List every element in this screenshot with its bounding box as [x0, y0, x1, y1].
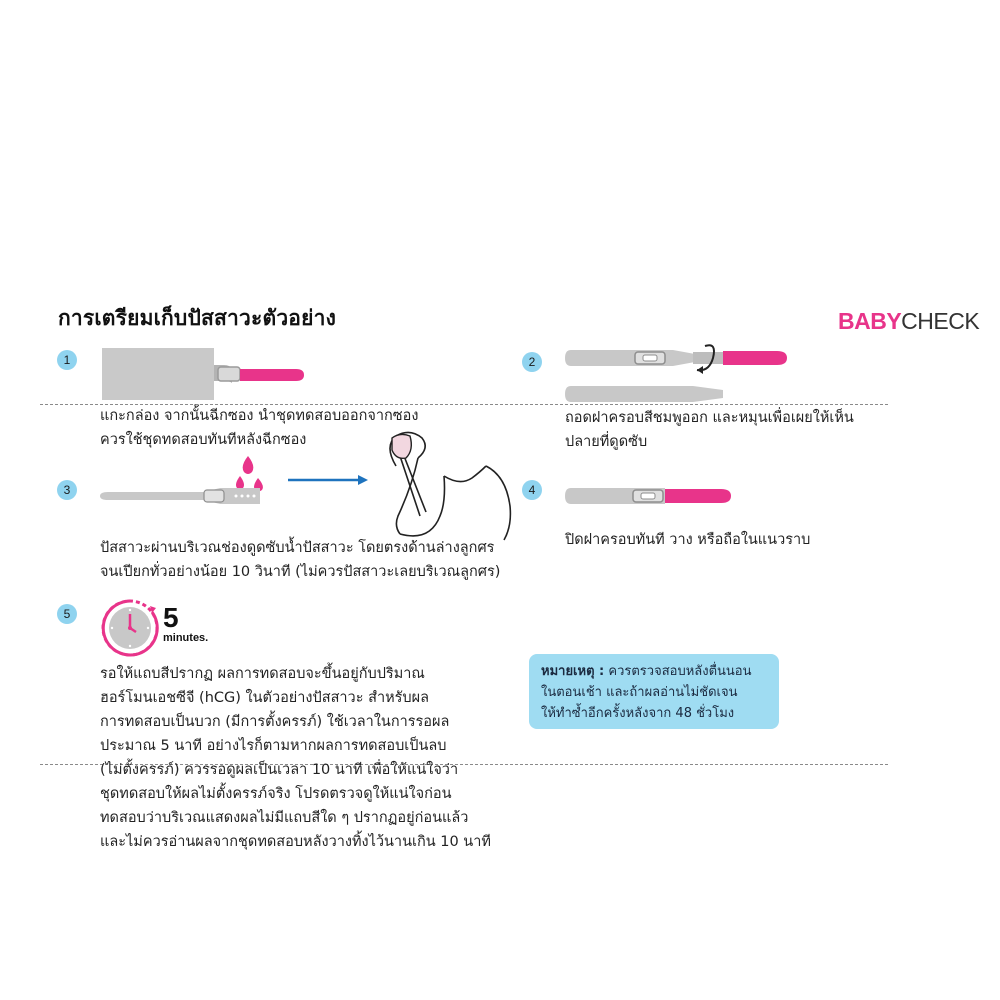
note-text-3: ให้ทำซ้ำอีกครั้งหลังจาก 48 ชั่วโมง — [541, 706, 735, 721]
pink-cap-icon — [665, 489, 731, 503]
note-text-2: ในตอนเช้า และถ้าผลอ่านไม่ชัดเจน — [541, 685, 738, 700]
step-5-line: ชุดทดสอบให้ผลไม่ตั้งครรภ์จริง โปรดตรวจดูให้แน่ใจก่อน — [100, 786, 452, 802]
step-2-line: ปลายที่ดูดซับ — [565, 434, 648, 450]
step-1-text — [100, 404, 418, 452]
step-5-line: (ไม่ตั้งครรภ์) ควรรอดูผลเป็นเวลา 10 นาที เพื่อให้แน่ใจว่า — [100, 762, 459, 778]
step-5-line: ฮอร์โมนเอชซีจี (hCG) ในตัวอย่างปัสสาวะ สำหรับผล — [100, 690, 430, 706]
note-box — [529, 654, 779, 729]
step-3-line: ปัสสาวะผ่านบริเวณช่องดูดซับน้ำปัสสาวะ โดยตรงด้านล่างลูกศร — [100, 540, 495, 556]
timer-value: 5 — [163, 602, 179, 633]
step-4-text — [565, 528, 810, 552]
step-3-line: จนเปียกทั่วอย่างน้อย 10 วินาที (ไม่ควรปัสสาวะเลยบริเวณลูกศร) — [100, 564, 501, 580]
step-5-badge: 5 — [57, 604, 77, 624]
brand-logo — [838, 308, 979, 335]
step-2-badge: 2 — [522, 352, 542, 372]
pink-cap-icon — [240, 369, 304, 381]
note-line-1 — [541, 661, 767, 682]
step-5-text — [100, 662, 491, 854]
note-text-1: ควรตรวจสอบหลังตื่นนอน — [608, 664, 752, 679]
step-2-text — [565, 406, 854, 454]
timer-unit: minutes. — [163, 632, 209, 644]
timer-icon — [100, 598, 160, 658]
test-stick-body-icon — [565, 350, 695, 366]
step-1-line: แกะกล่อง จากนั้นฉีกซอง นำชุดทดสอบออกจากซอง — [100, 408, 419, 424]
step-3-text — [100, 536, 500, 584]
step-3-illustration — [100, 456, 520, 546]
step-3-badge: 3 — [57, 480, 77, 500]
step-5-line: ประมาณ 5 นาที อย่างไรก็ตามหากผลการทดสอบเป็นลบ — [100, 738, 447, 754]
step-5-line: รอให้แถบสีปรากฏ ผลการทดสอบจะขึ้นอยู่กับปริมาณ — [100, 666, 425, 682]
step-5-line: ทดสอบว่าบริเวณแสดงผลไม่มีแถบสีใด ๆ ปรากฏอยู่ก่อนแล้ว — [100, 810, 469, 826]
step-4-badge: 4 — [522, 480, 542, 500]
note-label: หมายเหตุ : — [541, 664, 605, 679]
step-4-line: ปิดฝาครอบทันที วาง หรือถือในแนวราบ — [565, 532, 811, 548]
step-4-illustration — [565, 484, 735, 508]
pink-cap-icon — [723, 351, 787, 365]
step-1-illustration — [100, 345, 310, 405]
test-pouch-icon — [102, 348, 214, 400]
step-5-line: การทดสอบเป็นบวก (มีการตั้งครรภ์) ใช้เวลาในการรอผล — [100, 714, 450, 730]
page-title: การเตรียมเก็บปัสสาวะตัวอย่าง — [58, 306, 337, 330]
urine-drop-icon — [243, 456, 254, 474]
brand-logo-part2: CHECK — [901, 308, 980, 334]
test-stick-rotated-icon — [565, 386, 723, 402]
step-2-illustration — [565, 338, 795, 410]
step-1-badge: 1 — [57, 350, 77, 370]
step-1-line: ควรใช้ชุดทดสอบทันทีหลังฉีกซอง — [100, 432, 307, 448]
brand-logo-part1: BABY — [838, 308, 902, 334]
step-2-line: ถอดฝาครอบสีชมพูออก และหมุนเพื่อเผยให้เห็น — [565, 410, 854, 426]
step-5-line: และไม่ควรอ่านผลจากชุดทดสอบหลังวางทิ้งไว้นานเกิน 10 นาที — [100, 834, 491, 850]
